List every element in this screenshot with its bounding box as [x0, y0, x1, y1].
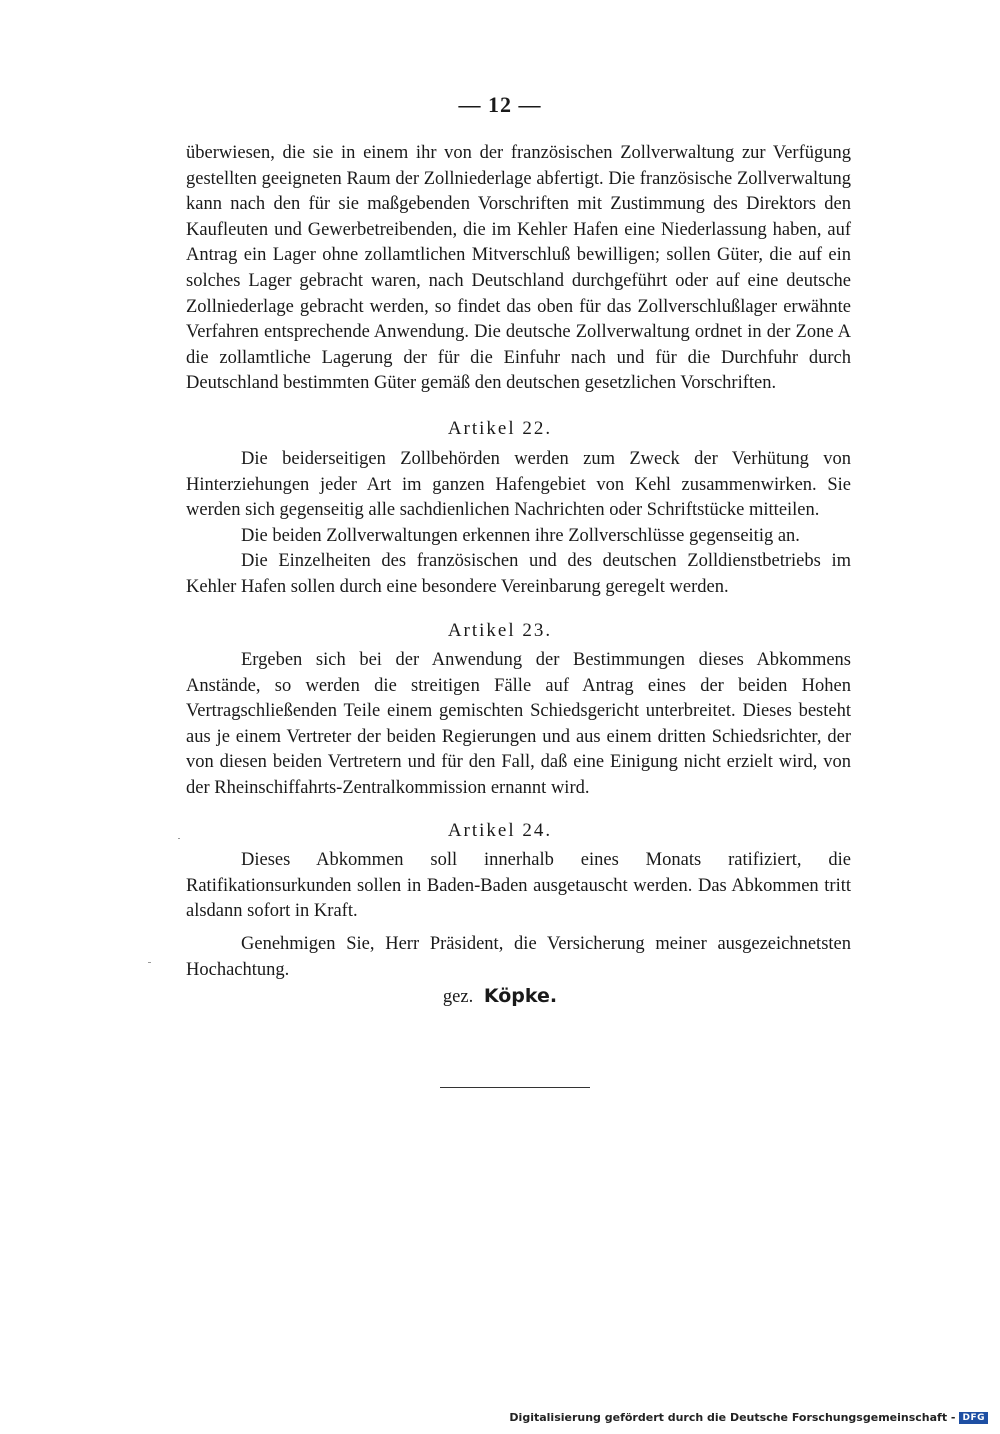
signature-name: Köpke. [483, 985, 558, 1007]
scan-speck [178, 838, 180, 839]
signature [0, 985, 1000, 1008]
article-23-heading: Artikel 23. [447, 620, 553, 641]
dfg-logo: DFG [959, 1412, 988, 1424]
intro-paragraph: überwiesen, die sie in einem ihr von der französischen Zollverwaltung zur Verfügung gestellten geeigneten Raum der Zollniederlage abfertigt. Die französische Zollverwaltung kann nach den für sie maßgebenden Vorschriften mit Zustimmung des Direktors den Kaufleuten und Gewerbetreibenden, die im Kehler Hafen eine Niederlassung haben, auf Antrag ein Lager ohne zollamtlichen Mitverschluß bewilligen; sollen Güter, die auf ein solches Lager gebracht waren, nach Deutschland durchgeführt oder auf eine deutsche Zollniederlage gebracht werden, so findet das oben für das Zollverschlußlager erwähnte Verfahren entsprechende Anwendung. Die deutsche Zollverwaltung ordnet in der Zone A die zollamtliche Lagerung der für die Einfuhr nach und für die Durchfuhr durch Deutschland bestimmten Güter gemäß den deutschen gesetzlichen Vorschriften. [186, 143, 851, 394]
article-24-body [186, 848, 851, 925]
article-22-paragraph: Die beiderseitigen Zollbehörden werden zum Zweck der Verhütung von Hinterziehungen jeder Art im ganzen Hafengebiet von Kehl zusammenwirken. Sie werden sich gegenseitig alle sachdienlichen Nachrichten oder Schriftstücke mitteilen. [186, 449, 851, 521]
closing-block [186, 932, 851, 983]
article-22-paragraph: Die beiden Zollverwaltungen erkennen ihre Zollverschlüsse gegenseitig an. [241, 525, 800, 546]
scan-speck [148, 962, 151, 963]
article-22-body [186, 447, 851, 601]
article-22-paragraph: Die Einzelheiten des französischen und des deutschen Zolldienstbetriebs im Kehler Hafen sollen durch eine besondere Vereinbarung geregelt werden. [186, 551, 851, 597]
footer-text: Digitalisierung gefördert durch die Deutsche Forschungsgemeinschaft - [509, 1411, 956, 1424]
article-24-heading: Artikel 24. [447, 820, 553, 841]
article-23-body [186, 648, 851, 802]
article-22-heading: Artikel 22. [447, 418, 553, 439]
page-number: — 12 — [458, 92, 542, 117]
closing-rule [440, 1087, 590, 1088]
article-23-paragraph: Ergeben sich bei der Anwendung der Bestimmungen dieses Abkommens Anstände, so werden die streitigen Fälle auf Antrag eines der beiden Hohen Vertragschließenden Teile einem gemischten Schiedsgericht unterbreitet. Dieses besteht aus je einem Vertreter der beiden Regierungen und aus einem dritten Schiedsrichter, der von diesen beiden Vertretern und für den Fall, daß eine Einigung nicht erzielt wird, von der Rheinschiffahrts-Zentralkommission ernannt wird. [186, 650, 851, 798]
signature-prefix: gez. [442, 987, 474, 1007]
closing-paragraph: Genehmigen Sie, Herr Präsident, die Versicherung meiner ausgezeichnetsten Hochachtung. [186, 934, 851, 980]
intro-paragraph-block [186, 141, 851, 397]
digitization-footer [509, 1411, 988, 1424]
article-24-paragraph: Dieses Abkommen soll innerhalb eines Monats ratifiziert, die Ratifikationsurkunden sollen in Baden-Baden ausgetauscht werden. Das Abkommen tritt alsdann sofort in Kraft. [186, 850, 851, 922]
